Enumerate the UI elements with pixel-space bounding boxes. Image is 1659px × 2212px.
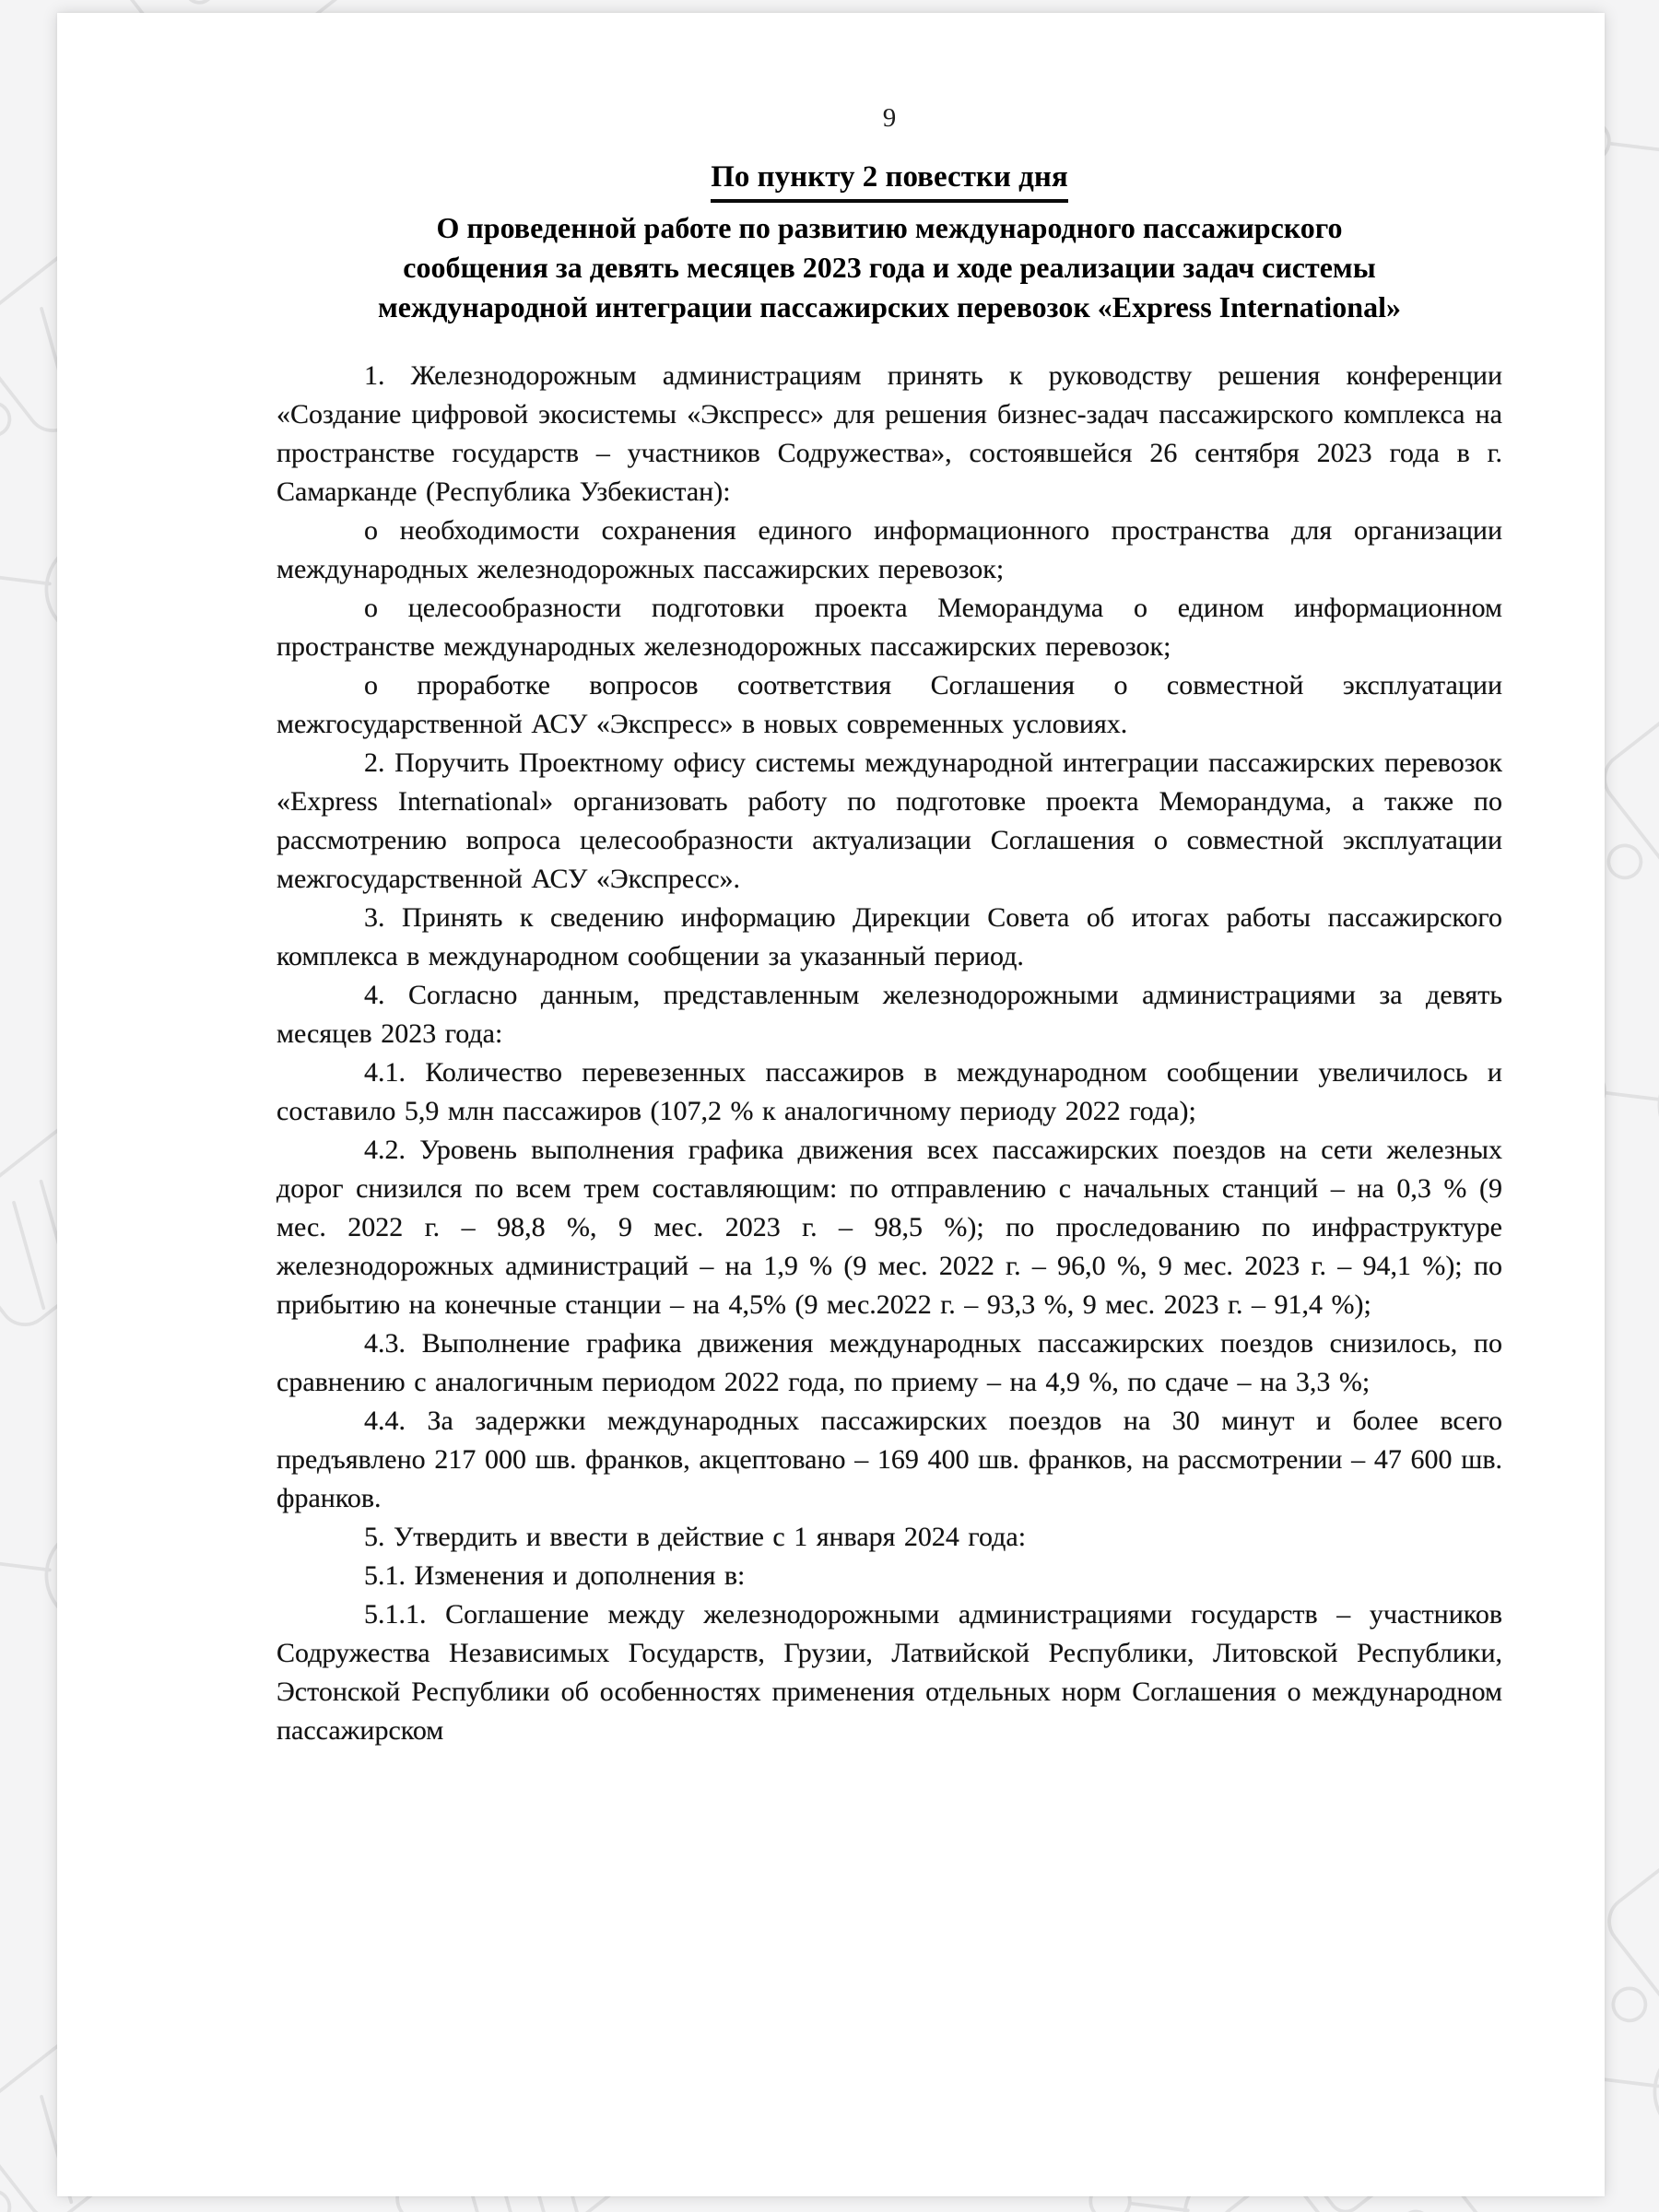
- subtitle-line: О проведенной работе по развитию международного пассажирского: [436, 211, 1343, 244]
- body-paragraph: 5.1. Изменения и дополнения в:: [364, 1560, 746, 1591]
- subtitle-line: сообщения за девять месяцев 2023 года и ходе реализации задач системы: [403, 251, 1376, 284]
- body-paragraph: 4.3. Выполнение графика движения международных пассажирских поездов снизилось, по сравнению с аналогичным периодом 2022 года, по приему – на 4,9 %, по сдаче – на 3,3 %;: [276, 1328, 1502, 1397]
- page-number: 9: [882, 103, 897, 133]
- body-paragraph: 4.2. Уровень выполнения графика движения всех пассажирских поездов на сети железных дорог снизился по всем трем составляющим: по отправлению с начальных станций – на 0,3 % (9 мес. 2022 г. – 98,8 %, 9 мес. 2023 г. – 98,5 %); по проследованию по инфраструктуре железнодорожных администраций – на 1,9 % (9 мес. 2022 г. – 96,0 %, 9 мес. 2023 г. – 94,1 %); по прибытию на конечные станции – на 4,5% (9 мес.2022 г. – 93,3 %, 9 мес. 2023 г. – 91,4 %);: [276, 1135, 1502, 1320]
- body-paragraph: 4.1. Количество перевезенных пассажиров в международном сообщении увеличилось и составило 5,9 млн пассажиров (107,2 % к аналогичному периоду 2022 года);: [276, 1057, 1502, 1126]
- section-subtitle: [276, 208, 1502, 327]
- document-body: [276, 357, 1502, 1750]
- body-paragraph: 2. Поручить Проектному офису системы международной интеграции пассажирских перевозок «Express International» организовать работу по подготовке проекта Меморандума, а также по рассмотрению вопроса целесообразности актуализации Соглашения о совместной эксплуатации межгосударственной АСУ «Экспресс».: [276, 747, 1502, 894]
- body-paragraph: 5. Утвердить и ввести в действие с 1 января 2024 года:: [364, 1522, 1027, 1552]
- document-content: [276, 13, 1502, 1750]
- body-paragraph: о проработке вопросов соответствия Соглашения о совместной эксплуатации межгосударственной АСУ «Экспресс» в новых современных условиях.: [276, 670, 1502, 739]
- body-paragraph: о целесообразности подготовки проекта Меморандума о едином информационном пространстве международных железнодорожных пассажирских перевозок;: [276, 593, 1502, 662]
- body-paragraph: 5.1.1. Соглашение между железнодорожными администрациями государств – участников Содружества Независимых Государств, Грузии, Латвийской Республики, Литовской Республики, Эстонской Республики об особенностях применения отдельных норм Соглашения о международном пассажирском: [276, 1599, 1502, 1746]
- section-title: [276, 157, 1502, 203]
- body-paragraph: 4.4. За задержки международных пассажирских поездов на 30 минут и более всего предъявлено 217 000 шв. франков, акцептовано – 169 400 шв. франков, на рассмотрении – 47 600 шв. франков.: [276, 1406, 1502, 1513]
- document-sheet: [57, 13, 1605, 2196]
- section-title-text: По пункту 2 повестки дня: [711, 157, 1068, 203]
- body-paragraph: 4. Согласно данным, представленным железнодорожными администрациями за девять месяцев 2023 года:: [276, 980, 1502, 1049]
- body-paragraph: 3. Принять к сведению информацию Дирекции Совета об итогах работы пассажирского комплекса в международном сообщении за указанный период.: [276, 902, 1502, 971]
- body-paragraph: 1. Железнодорожным администрациям принять к руководству решения конференции «Создание цифровой экосистемы «Экспресс» для решения бизнес-задач пассажирского комплекса на пространстве государств – участников Содружества», состоявшейся 26 сентября 2023 года в г. Самарканде (Республика Узбекистан):: [276, 360, 1502, 507]
- subtitle-line: международной интеграции пассажирских перевозок «Express International»: [378, 290, 1401, 324]
- body-paragraph: о необходимости сохранения единого информационного пространства для организации международных железнодорожных пассажирских перевозок;: [276, 515, 1502, 584]
